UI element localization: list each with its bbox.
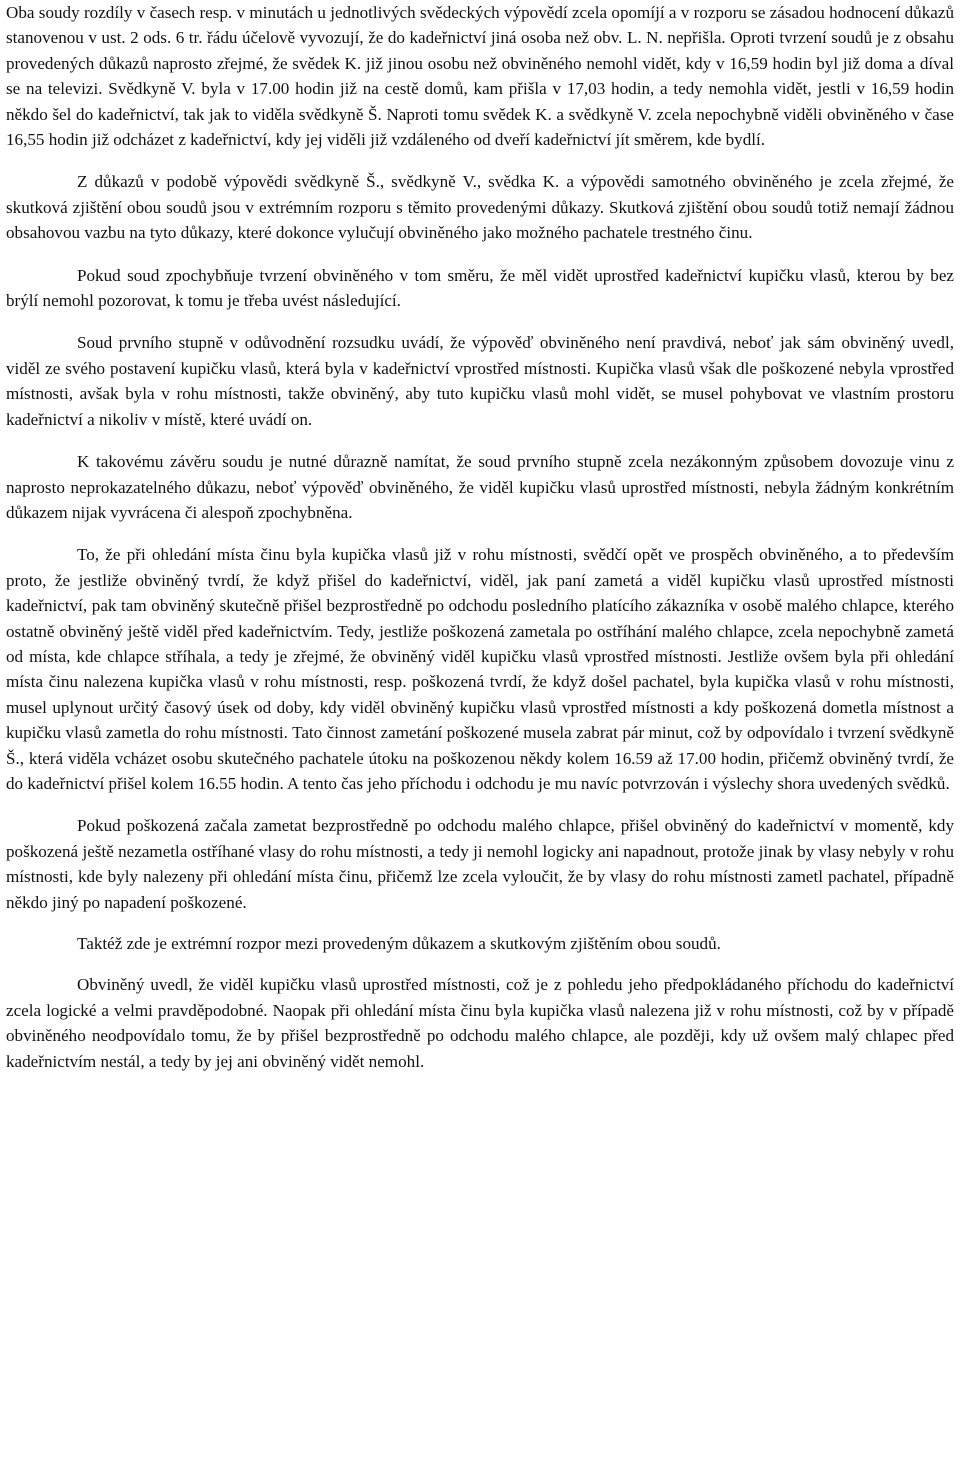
- paragraph-4: Soud prvního stupně v odůvodnění rozsudku uvádí, že výpověď obviněného není pravdivá, neboť jak sám obviněný uvedl, viděl ze svého postavení kupičku vlasů, která byla v kadeřnictví vprostřed místnosti. Kupička vlasů však dle poškozené nebyla vprostřed místnosti, avšak byla v rohu místnosti, takže obviněný, aby tuto kupičku vlasů mohl vidět, se musel pohybovat ve vlastním prostoru kadeřnictví a nikoliv v místě, které uvádí on.: [6, 333, 954, 429]
- paragraph-9: Obviněný uvedl, že viděl kupičku vlasů uprostřed místnosti, což je z pohledu jeho předpokládaného příchodu do kadeřnictví zcela logické a velmi pravděpodobné. Naopak při ohledání místa činu byla kupička vlasů nalezena již v rohu místnosti, což by v případě obviněného neodpovídalo tomu, že by přišel bezprostředně po odchodu malého chlapce, ale později, kdy už ovšem malý chlapec před kadeřnictvím nestál, a tedy by jej ani obviněný vidět nemohl.: [6, 975, 954, 1071]
- paragraph-6: To, že při ohledání místa činu byla kupička vlasů již v rohu místnosti, svědčí opět ve prospěch obviněného, a to především proto, že jestliže obviněný tvrdí, že když přišel do kadeřnictví, viděl, jak paní zametá a viděl kupičku vlasů uprostřed místnosti kadeřnictví, pak tam obviněný skutečně přišel bezprostředně po odchodu posledního platícího zákazníka v osobě malého chlapce, kterého ostatně obviněný ještě viděl před kadeřnictvím. Tedy, jestliže poškozená zametala po ostříhání malého chlapce, zcela nepochybně zametá od místa, kde chlapce stříhala, a tedy je zřejmé, že obviněný viděl kupičku vlasů vprostřed místnosti. Jestliže ovšem byla při ohledání místa činu nalezena kupička vlasů v rohu místnosti, resp. poškozená tvrdí, že když došel pachatel, byla kupička vlasů v rohu místnosti, musel uplynout určitý časový úsek od doby, kdy viděl obviněný kupičku vlasů vprostřed místnosti a kdy poškozená dometla místnost a kupičku vlasů zametla do rohu místnosti. Tato činnost zametání poškozené musela zabrat pár minut, což by odpovídalo i tvrzení svědkyně Š., která viděla vcházet osobu skutečného pachatele útoku na poškozenou někdy kolem 16.59 až 17.00 hodin, přičemž obviněný tvrdí, že do kadeřnictví přišel kolem 16.55 hodin. A tento čas jeho příchodu i odchodu je mu navíc potvrzován i výslechy shora uvedených svědků.: [6, 545, 954, 793]
- document-page: [6, 0, 954, 1074]
- paragraph-8: Taktéž zde je extrémní rozpor mezi provedeným důkazem a skutkovým zjištěním obou soudů.: [77, 934, 721, 953]
- paragraph-1: Oba soudy rozdíly v časech resp. v minutách u jednotlivých svědeckých výpovědí zcela opomíjí a v rozporu se zásadou hodnocení důkazů stanovenou v ust. 2 ods. 6 tr. řádu účelově vyvozují, že do kadeřnictví jiná osoba než obv. L. N. nepřišla. Oproti tvrzení soudů je z obsahu provedených důkazů naprosto zřejmé, že svědek K. již jinou osobu než obviněného nemohl vidět, kdy v 16,59 hodin byl již doma a díval se na televizi. Svědkyně V. byla v 17.00 hodin již na cestě domů, kam přišla v 17,03 hodin, a tedy nemohla vidět, jestli v 16,59 hodin někdo šel do kadeřnictví, tak jak to viděla svědkyně Š. Naproti tomu svědek K. a svědkyně V. zcela nepochybně viděli obviněného v čase 16,55 hodin již odcházet z kadeřnictví, kdy jej viděli již vzdáleného od dveří kadeřnictví jít směrem, kde bydlí.: [6, 3, 954, 150]
- paragraph-3: Pokud soud zpochybňuje tvrzení obviněného v tom směru, že měl vidět uprostřed kadeřnictví kupičku vlasů, kterou by bez brýlí nemohl pozorovat, k tomu je třeba uvést následující.: [6, 265, 954, 311]
- paragraph-7: Pokud poškozená začala zametat bezprostředně po odchodu malého chlapce, přišel obviněný do kadeřnictví v momentě, kdy poškozená ještě nezametla ostříhané vlasy do rohu místnosti, a tedy ji nemohl logicky ani napadnout, protože jinak by vlasy nebyly v rohu místnosti, kde byly nalezeny při ohledání místa činu, přičemž lze zcela vyloučit, že by vlasy do rohu místnosti zametl pachatel, případně někdo jiný po napadení poškozené.: [6, 816, 954, 912]
- paragraph-5: K takovému závěru soudu je nutné důrazně namítat, že soud prvního stupně zcela nezákonným způsobem dovozuje vinu z naprosto neprokazatelného důkazu, neboť výpověď obviněného, že viděl kupičku vlasů uprostřed místnosti, nebyla žádným konkrétním důkazem nijak vyvrácena či alespoň zpochybněna.: [6, 452, 954, 522]
- paragraph-2: Z důkazů v podobě výpovědi svědkyně Š., svědkyně V., svědka K. a výpovědi samotného obviněného je zcela zřejmé, že skutková zjištění obou soudů jsou v extrémním rozporu s těmito provedenými důkazy. Skutková zjištění obou soudů totiž nemají žádnou obsahovou vazbu na tyto důkazy, které dokonce vylučují obviněného jako možného pachatele trestného činu.: [6, 172, 954, 243]
